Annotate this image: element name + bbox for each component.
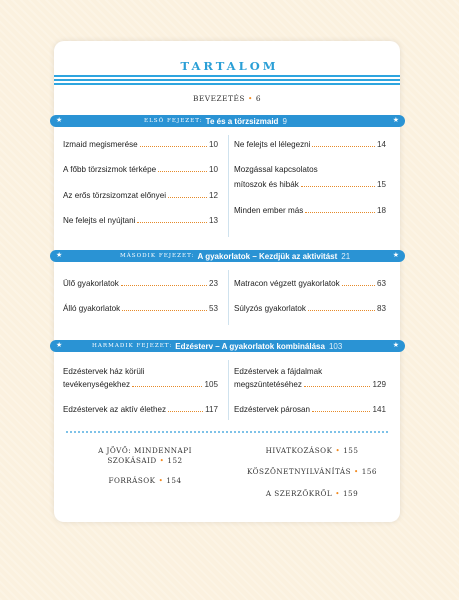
- star-icon: ★: [56, 252, 63, 259]
- entry-page: 105: [204, 380, 218, 389]
- back-matter-title: A JÖVŐ: MINDENNAPI: [98, 446, 192, 455]
- title-stripes: [54, 75, 400, 87]
- entry-title-cont: megszüntetéséhez: [234, 380, 302, 389]
- entry-page: 13: [208, 216, 218, 225]
- leader-dots: [158, 171, 207, 172]
- back-matter-entry[interactable]: [70, 446, 220, 466]
- star-icon: ★: [392, 342, 399, 349]
- chapter-prefix: ELSŐ FEJEZET:: [144, 118, 203, 124]
- toc-entry[interactable]: [63, 303, 218, 314]
- entry-title-cont: tevékenységekhez: [63, 380, 131, 389]
- leader-dots: [168, 411, 203, 412]
- back-matter-title: HIVATKOZÁSOK: [265, 446, 333, 455]
- back-matter-page: 155: [343, 446, 359, 455]
- chapter-page: 103: [328, 341, 343, 351]
- leader-dots: [312, 146, 375, 147]
- entry-title: Edzéstervek a fájdalmak: [234, 367, 323, 376]
- leader-dots: [308, 310, 375, 311]
- chapter-prefix: HARMADIK FEJEZET:: [92, 343, 173, 349]
- toc-entry[interactable]: [63, 139, 218, 150]
- bullet-dot-icon: •: [354, 467, 359, 476]
- chapter-name: A gyakorlatok – Kezdjük az aktivitást: [197, 251, 338, 261]
- entry-title: Matracon végzett gyakorlatok: [234, 279, 340, 288]
- chapter-page: 21: [341, 251, 351, 261]
- entry-title: Ülő gyakorlatok: [63, 279, 119, 288]
- intro-page: 6: [255, 94, 262, 103]
- chapter-3-banner[interactable]: [50, 340, 405, 352]
- entry-title: Edzéstervek az aktív élethez: [63, 405, 167, 414]
- entry-page: 14: [376, 140, 386, 149]
- bullet-dot-icon: •: [335, 446, 341, 455]
- back-matter-title: FORRÁSOK: [108, 476, 156, 485]
- entry-page: 23: [208, 279, 218, 288]
- leader-dots: [122, 310, 207, 311]
- entry-page: 83: [376, 304, 386, 313]
- back-matter-page: 152: [167, 456, 183, 465]
- toc-entry[interactable]: [63, 190, 218, 201]
- entry-title: Ne felejts el nyújtani: [63, 216, 136, 225]
- back-matter-entry[interactable]: [236, 489, 388, 499]
- entry-title: Izmaid megismerése: [63, 140, 138, 149]
- star-icon: ★: [56, 342, 63, 349]
- bullet-dot-icon: •: [158, 476, 164, 485]
- back-matter-entry[interactable]: [236, 467, 388, 477]
- entry-title: Minden ember más: [234, 206, 304, 215]
- toc-entry[interactable]: [234, 278, 386, 289]
- back-matter-title: KÖSZÖNETNYILVÁNÍTÁS: [246, 467, 352, 476]
- leader-dots: [121, 285, 207, 286]
- back-matter-title: A SZERZŐKRŐL: [265, 489, 333, 498]
- toc-entry[interactable]: [63, 164, 218, 175]
- bullet-dot-icon: •: [247, 94, 253, 103]
- entry-title: A főbb törzsizmok térképe: [63, 165, 157, 174]
- toc-entry[interactable]: [63, 366, 218, 390]
- column-divider: [228, 270, 229, 325]
- leader-dots: [304, 386, 371, 387]
- leader-dots: [140, 146, 207, 147]
- toc-entry[interactable]: [63, 278, 218, 289]
- entry-page: 141: [372, 405, 386, 414]
- leader-dots: [168, 197, 207, 198]
- dotted-divider: [66, 431, 388, 433]
- toc-entry[interactable]: [234, 303, 386, 314]
- entry-title: Álló gyakorlatok: [63, 304, 121, 313]
- bullet-dot-icon: •: [159, 456, 165, 465]
- chapter-page: 9: [282, 116, 287, 126]
- entry-page: 12: [208, 191, 218, 200]
- toc-entry[interactable]: [234, 366, 386, 390]
- toc-entry[interactable]: [234, 164, 386, 190]
- bullet-dot-icon: •: [335, 489, 340, 498]
- column-divider: [228, 135, 229, 237]
- back-matter-page: 154: [166, 476, 182, 485]
- leader-dots: [132, 386, 202, 387]
- back-matter-page: 156: [361, 467, 377, 476]
- back-matter-title-cont: SZOKÁSAID: [107, 456, 157, 465]
- star-icon: ★: [392, 117, 399, 124]
- leader-dots: [301, 186, 375, 187]
- entry-page: 15: [376, 180, 386, 189]
- entry-page: 53: [208, 304, 218, 313]
- toc-entry[interactable]: [63, 404, 218, 415]
- toc-entry[interactable]: [234, 404, 386, 415]
- entry-page: 10: [208, 140, 218, 149]
- intro-entry[interactable]: [54, 94, 400, 103]
- toc-entry[interactable]: [63, 215, 218, 226]
- page-title: TARTALOM: [180, 59, 279, 73]
- back-matter-entry[interactable]: [236, 446, 388, 456]
- entry-title: Ne felejts el lélegezni: [234, 140, 311, 149]
- back-matter-page: 159: [342, 489, 359, 498]
- entry-title: Az erős törzsizomzat előnyei: [63, 191, 167, 200]
- intro-label: BEVEZETÉS: [192, 94, 245, 103]
- star-icon: ★: [392, 252, 399, 259]
- entry-title: Edzéstervek párosan: [234, 405, 311, 414]
- toc-entry[interactable]: [234, 139, 386, 150]
- entry-page: 117: [205, 405, 218, 414]
- leader-dots: [305, 212, 375, 213]
- column-divider: [228, 360, 229, 420]
- leader-dots: [342, 285, 375, 286]
- leader-dots: [312, 411, 370, 412]
- toc-entry[interactable]: [234, 205, 386, 216]
- entry-page: 63: [376, 279, 386, 288]
- entry-title: Súlyzós gyakorlatok: [234, 304, 306, 313]
- entry-page: 18: [376, 206, 386, 215]
- back-matter-entry[interactable]: [70, 476, 220, 486]
- chapter-name: Edzésterv – A gyakorlatok kombinálása: [175, 341, 325, 351]
- chapter-name: Te és a törzsizmaid: [205, 116, 279, 126]
- chapter-1-banner[interactable]: [50, 115, 405, 127]
- chapter-2-banner[interactable]: [50, 250, 405, 262]
- entry-title: Edzéstervek ház körüli: [63, 367, 145, 376]
- star-icon: ★: [56, 117, 63, 124]
- entry-title: Mozgással kapcsolatos: [234, 165, 318, 174]
- entry-page: 129: [372, 380, 386, 389]
- entry-page: 10: [208, 165, 218, 174]
- chapter-prefix: MÁSODIK FEJEZET:: [120, 253, 195, 259]
- entry-title-cont: mítoszok és hibák: [234, 180, 299, 189]
- leader-dots: [137, 222, 207, 223]
